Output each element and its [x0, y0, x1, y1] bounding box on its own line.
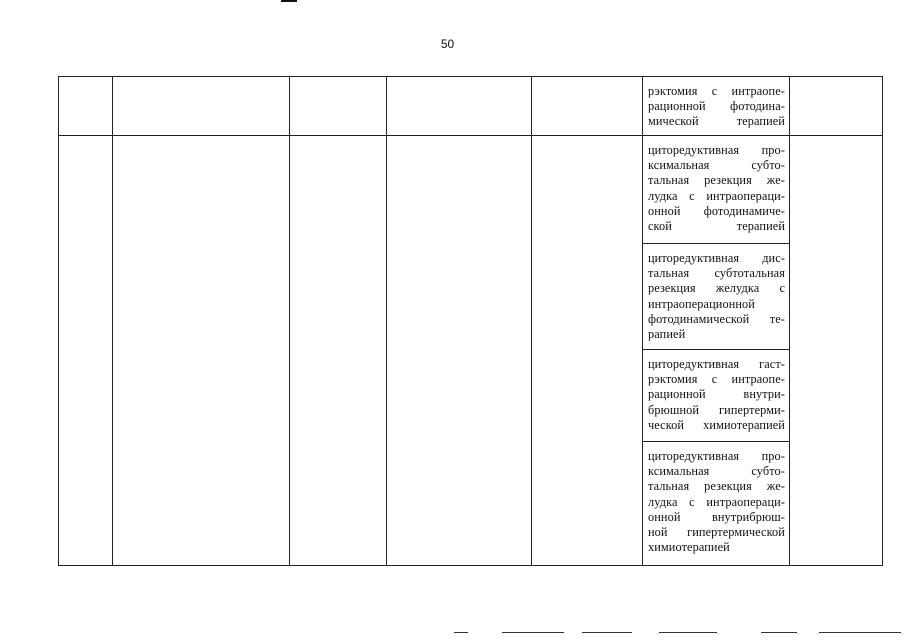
footer-rule [502, 632, 564, 633]
cell-code [290, 136, 387, 566]
procedure-text: рэктомия с интраопе- рационной фотодина- мической терапией [648, 84, 785, 129]
cell-treatment-type [532, 77, 643, 136]
scan-mark [281, 0, 297, 2]
cell-procedure [643, 136, 790, 244]
procedure-text: циторедуктивная про- ксимальная субто- тальная резекция же- лудка с интраопераци- онной внутрибрюш- ной гипертермической химиотерапией [648, 449, 785, 555]
cell-tariff [790, 77, 883, 136]
cell-treatment-type [532, 136, 643, 566]
procedure-text: циторедуктивная про- ксимальная субто- тальная резекция же- лудка с интраопераци- онной фотодинамиче- ской терапией [648, 143, 785, 234]
cell-number [59, 77, 113, 136]
footer-rule [582, 632, 632, 633]
medical-procedures-table [58, 76, 883, 566]
cell-procedure [643, 77, 790, 136]
table-row [59, 77, 883, 136]
footer-rule [659, 632, 717, 633]
procedure-text: циторедуктивная гаст- рэктомия с интраопе- рационной внутри- брюшной гипертерми- ческой химиотерапией [648, 357, 785, 432]
footer-rule [454, 632, 468, 633]
cell-profile [113, 77, 290, 136]
cell-code [290, 77, 387, 136]
cell-profile [113, 136, 290, 566]
page-number: 50 [440, 37, 455, 51]
cell-diagnosis [387, 77, 532, 136]
cell-tariff [790, 136, 883, 566]
cell-procedure [643, 244, 790, 350]
table-row [59, 136, 883, 244]
cell-procedure [643, 442, 790, 566]
footer-rule [761, 632, 797, 633]
cell-number [59, 136, 113, 566]
cell-diagnosis [387, 136, 532, 566]
procedure-text: циторедуктивная дис- тальная субтотальная резекция желудка с интраоперационной фотодинамической те- рапией [648, 251, 785, 342]
cell-procedure [643, 350, 790, 442]
footer-rule [819, 632, 901, 633]
